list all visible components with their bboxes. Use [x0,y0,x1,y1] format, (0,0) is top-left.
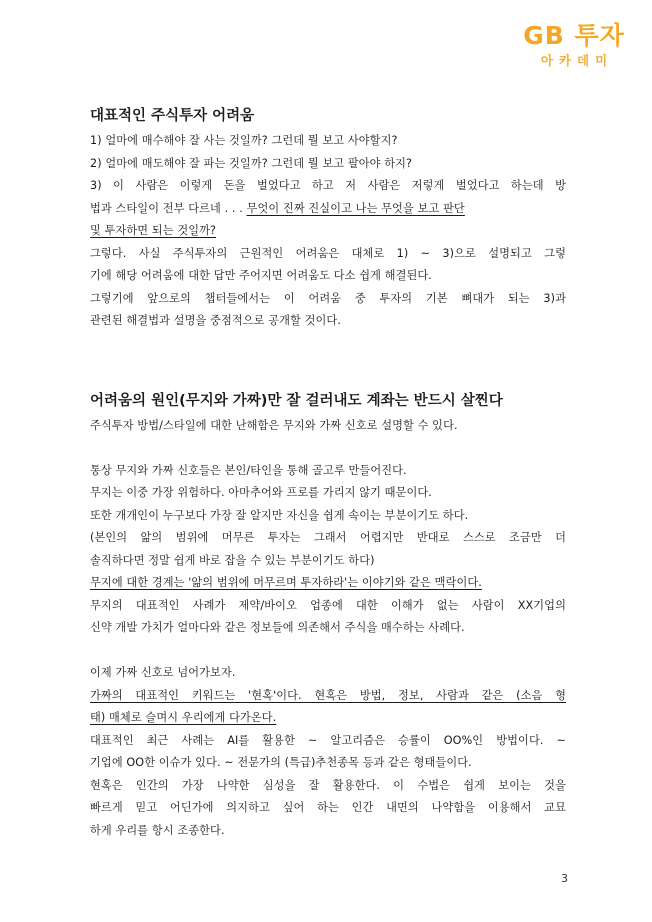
paragraph-line: 1) 얼마에 매수해야 잘 사는 것일까? 그런데 뭘 보고 사야할지? [90,134,398,147]
document-body [90,104,566,842]
underlined-text: 태) 매체로 슬며시 우리에게 다가온다. [90,711,277,724]
paragraph-line: 기업에 OO한 이슈가 있다. ~ 전문가의 (특급)추천종목 등과 같은 형태들이다. [90,756,472,769]
paragraph-line: (본인의 앎의 범위에 머무른 투자는 그래서 어렵지만 반대로 스스로 조금만 더 [90,531,566,544]
paragraph-line: 솔직하다면 정말 쉽게 바로 잡을 수 있는 부분이기도 하다) [90,553,375,567]
logo-main-text: GB 투자 [523,21,625,50]
gb-academy-logo [518,22,630,69]
blank-line [90,640,566,663]
paragraph-line: 2) 얼마에 매도해야 잘 파는 것일까? 그런데 뭘 보고 팔아야 하지? [90,156,413,170]
paragraph-line: 3) 이 사람은 이렇게 돈을 벌었다고 하고 저 사람은 저렇게 벌었다고 하는데 방 [90,179,566,192]
paragraph-line: 하게 우리를 항시 조종한다. [90,823,225,837]
underlined-text: 및 투자하면 되는 것일까? [90,224,217,237]
paragraph-line: 현혹은 인간의 가장 나약한 심성을 잘 활용한다. 이 수법은 쉽게 보이는 것을 [90,778,566,792]
paragraph-line [90,220,566,243]
paragraph-line: 신약 개발 가치가 얼마다와 같은 정보들에 의존해서 주식을 매수하는 사례다. [90,621,465,634]
paragraph-line: 또한 개개인이 누구보다 가장 잘 알지만 자신을 쉽게 속이는 부분이기도 하다. [90,508,469,522]
section-heading: 대표적인 주식투자 어려움 [90,108,255,124]
paragraph-line: 관련된 해결법과 설명을 중점적으로 공개할 것이다. [90,314,341,327]
blank-line [90,437,566,460]
underlined-text: 무지에 대한 경계는 '앎의 범위에 머무르며 투자하라'는 이야기와 같은 맥락이다. [90,576,482,589]
paragraph-line: 그렇다. 사실 주식투자의 근원적인 어려움은 대체로 1) ~ 3)으로 설명되고 그렇 [90,246,566,260]
underlined-text: 무엇이 진짜 진실이고 나는 무엇을 보고 판단 [246,201,465,215]
paragraph-line [90,572,566,595]
section-spacer [90,333,566,389]
paragraph-line: 이제 가짜 신호로 넘어가보자. [90,666,236,679]
paragraph-line: 대표적인 최근 사례는 AI를 활용한 ~ 알고리즘은 승률이 OO%인 방법이다. ~ [90,733,566,747]
paragraph-line: 빠르게 믿고 어딘가에 의지하고 싶어 하는 인간 내면의 나약함을 이용해서 교묘 [90,801,566,814]
paragraph-line: 주식투자 방법/스타일에 대한 난해함은 무지와 가짜 신호로 설명할 수 있다. [90,418,458,432]
underlined-paragraph-line: 가짜의 대표적인 키워드는 '현혹'이다. 현혹은 방법, 정보, 사람과 같은 (소음 형 [90,688,566,702]
paragraph-line: 무지는 이중 가장 위험하다. 아마추어와 프로를 가리지 않기 때문이다. [90,486,432,499]
text-span: 법과 스타일이 전부 다르네 . . . [90,201,243,215]
paragraph-line: 무지의 대표적인 사례가 제약/바이오 업종에 대한 이해가 없는 사람이 XX기업의 [90,598,566,612]
paragraph-line: 통상 무지와 가짜 신호들은 본인/타인을 통해 골고루 만들어진다. [90,463,407,477]
paragraph-line-mixed [90,198,566,221]
paragraph-line: 그렇기에 앞으로의 챕터들에서는 이 어려움 중 투자의 기본 뼈대가 되는 3)과 [90,291,566,305]
paragraph-line: 기에 해당 어려움에 대한 답만 주어지면 어려움도 다소 쉽게 해결된다. [90,269,432,282]
page-number: 3 [561,872,568,885]
section-heading: 어려움의 원인(무지와 가짜)만 잘 걸러내도 계좌는 반드시 살찐다 [90,392,503,409]
logo-sub-text: 아카데미 [540,53,614,68]
paragraph-line [90,707,566,730]
